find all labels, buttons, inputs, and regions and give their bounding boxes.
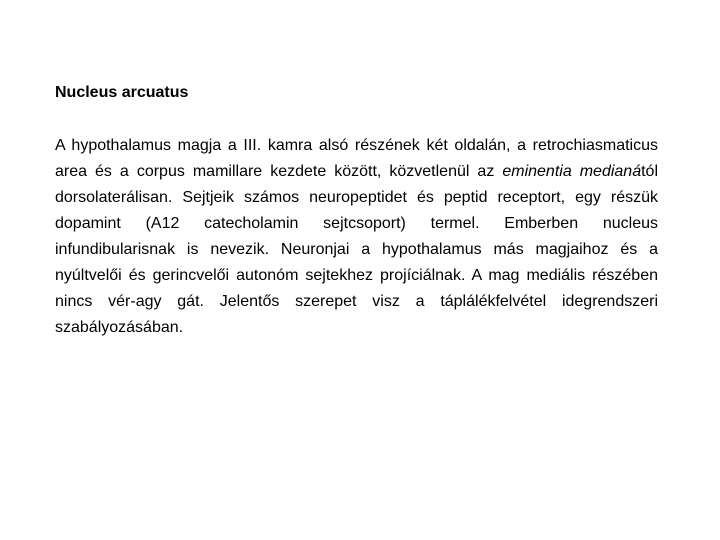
body-paragraph — [55, 133, 658, 341]
body-text-part-1: A hypothalamus magja a III. kamra alsó részének két oldalán, a retrochiasmaticus area és a corpus mamillare kezdete között, közvetlenül az — [55, 137, 658, 180]
body-text-italic: eminentia medianá — [502, 163, 642, 180]
slide-title: Nucleus arcuatus — [55, 84, 189, 101]
body-text-part-2: tól dorsolaterálisan. Sejtjeik számos neuropeptidet és peptid receptort, egy részük dopamint (A12 catecholamin sejtcsoport) termel. Emberben nucleus infundibularisnak is nevezik. Neuronjai a hypothalamus más magjaihoz és a nyúltvelői és gerincvelői autonóm sejtekhez projíciálnak. A mag mediális részében nincs vér-agy gát. Jelentős szerepet visz a táplálékfelvétel idegrendszeri szabályozásában. — [55, 163, 659, 336]
